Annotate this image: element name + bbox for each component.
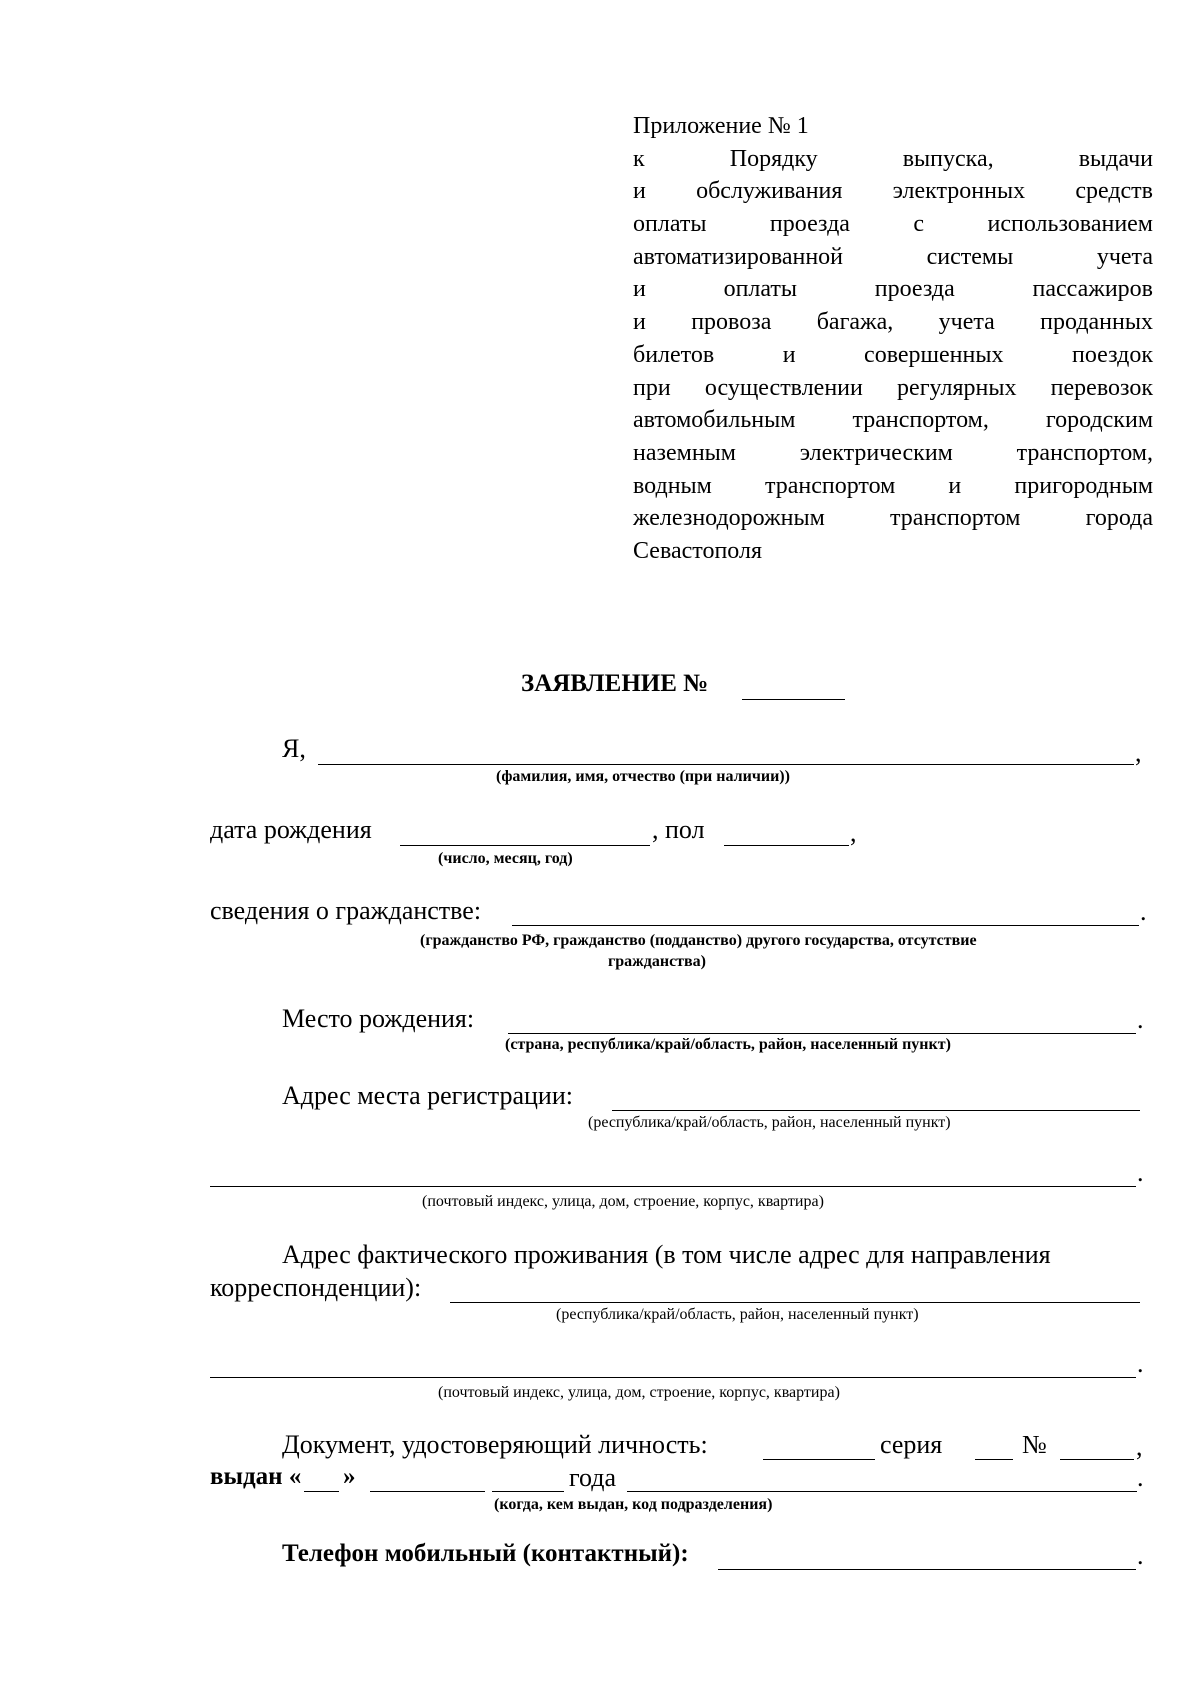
- appendix-line: Севастополя: [633, 537, 762, 564]
- sex-label: , пол: [652, 815, 705, 844]
- registration-address-label: Адрес места регистрации:: [282, 1081, 573, 1110]
- citizenship-caption-1: (гражданство РФ, гражданство (подданство) другого государства, отсутствие: [420, 932, 977, 949]
- phone-field[interactable]: [718, 1569, 1136, 1570]
- actual-address-street-field[interactable]: [210, 1377, 1136, 1378]
- citizenship-end-dot: .: [1140, 897, 1147, 926]
- issued-close-quote: »: [343, 1463, 356, 1490]
- issue-day-field[interactable]: [304, 1491, 339, 1492]
- series-label: серия: [880, 1430, 943, 1459]
- appendix-line: и провоза багажа, учета проданных: [633, 309, 1153, 336]
- series-field[interactable]: [975, 1459, 1013, 1460]
- birthplace-end-dot: .: [1137, 1005, 1144, 1034]
- birthplace-label: Место рождения:: [282, 1004, 475, 1033]
- registration-address-caption: (республика/край/область, район, населенный пункт): [588, 1114, 951, 1131]
- registration-address-street-field[interactable]: [210, 1186, 1136, 1187]
- year-label: года: [569, 1463, 617, 1492]
- actual-address-label: Адрес фактического проживания (в том числе адрес для направления: [282, 1240, 1051, 1269]
- full-name-field[interactable]: [318, 764, 1134, 765]
- number-label: №: [1022, 1430, 1047, 1459]
- birth-date-label: дата рождения: [210, 815, 372, 844]
- actual-address-end-dot: .: [1137, 1349, 1144, 1378]
- appendix-line: и оплаты проезда пассажиров: [633, 276, 1153, 303]
- appendix-line: билетов и совершенных поездок: [633, 341, 1153, 368]
- appendix-line: при осуществлении регулярных перевозок: [633, 374, 1153, 401]
- identity-document-end-comma: ,: [1136, 1432, 1143, 1461]
- issue-month-field[interactable]: [370, 1491, 485, 1492]
- appendix-block: [633, 110, 1153, 568]
- document-number-field[interactable]: [1060, 1459, 1134, 1460]
- actual-address-region-field[interactable]: [450, 1302, 1140, 1303]
- birth-end-comma: ,: [850, 818, 857, 847]
- appendix-heading: Приложение № 1: [633, 113, 809, 139]
- identity-document-caption: (когда, кем выдан, код подразделения): [494, 1496, 773, 1513]
- name-label: Я,: [282, 734, 306, 763]
- statement-number-field[interactable]: [742, 699, 845, 700]
- statement-title: ЗАЯВЛЕНИЕ №: [521, 670, 709, 697]
- citizenship-label: сведения о гражданстве:: [210, 896, 482, 925]
- issued-by-field[interactable]: [627, 1491, 1137, 1492]
- appendix-line: автомобильным транспортом, городским: [633, 407, 1153, 434]
- actual-address-label-2: корреспонденции):: [210, 1273, 422, 1302]
- appendix-line: железнодорожным транспортом города: [633, 505, 1153, 532]
- actual-address-caption-2: (почтовый индекс, улица, дом, строение, корпус, квартира): [438, 1384, 840, 1401]
- registration-address-end-dot: .: [1137, 1158, 1144, 1187]
- phone-end-dot: .: [1137, 1541, 1144, 1570]
- birth-date-field[interactable]: [400, 845, 650, 846]
- identity-document-type-field[interactable]: [763, 1459, 875, 1460]
- actual-address-caption: (республика/край/область, район, населенный пункт): [556, 1306, 919, 1323]
- appendix-text: [633, 143, 1153, 568]
- birthplace-field[interactable]: [508, 1033, 1136, 1034]
- appendix-line: автоматизированной системы учета: [633, 243, 1153, 270]
- appendix-line: к Порядку выпуска, выдачи: [633, 145, 1153, 172]
- birth-date-caption: (число, месяц, год): [438, 850, 573, 867]
- name-caption: (фамилия, имя, отчество (при наличии)): [496, 768, 790, 785]
- registration-address-caption-2: (почтовый индекс, улица, дом, строение, корпус, квартира): [422, 1193, 824, 1210]
- citizenship-field[interactable]: [512, 925, 1139, 926]
- appendix-line: наземным электрическим транспортом,: [633, 439, 1153, 466]
- identity-document-end-dot: .: [1137, 1463, 1144, 1492]
- appendix-line: оплаты проезда с использованием: [633, 211, 1153, 238]
- issue-year-field[interactable]: [492, 1491, 564, 1492]
- birthplace-caption: (страна, республика/край/область, район, населенный пункт): [505, 1036, 951, 1053]
- identity-document-label: Документ, удостоверяющий личность:: [282, 1430, 708, 1459]
- citizenship-caption-2: гражданства): [608, 953, 707, 970]
- sex-field[interactable]: [724, 845, 849, 846]
- appendix-line: водным транспортом и пригородным: [633, 472, 1153, 499]
- registration-address-region-field[interactable]: [612, 1110, 1140, 1111]
- phone-label: Телефон мобильный (контактный):: [282, 1540, 689, 1567]
- issued-label: выдан «: [210, 1463, 302, 1490]
- appendix-line: и обслуживания электронных средств: [633, 178, 1153, 205]
- name-end-comma: ,: [1135, 738, 1142, 767]
